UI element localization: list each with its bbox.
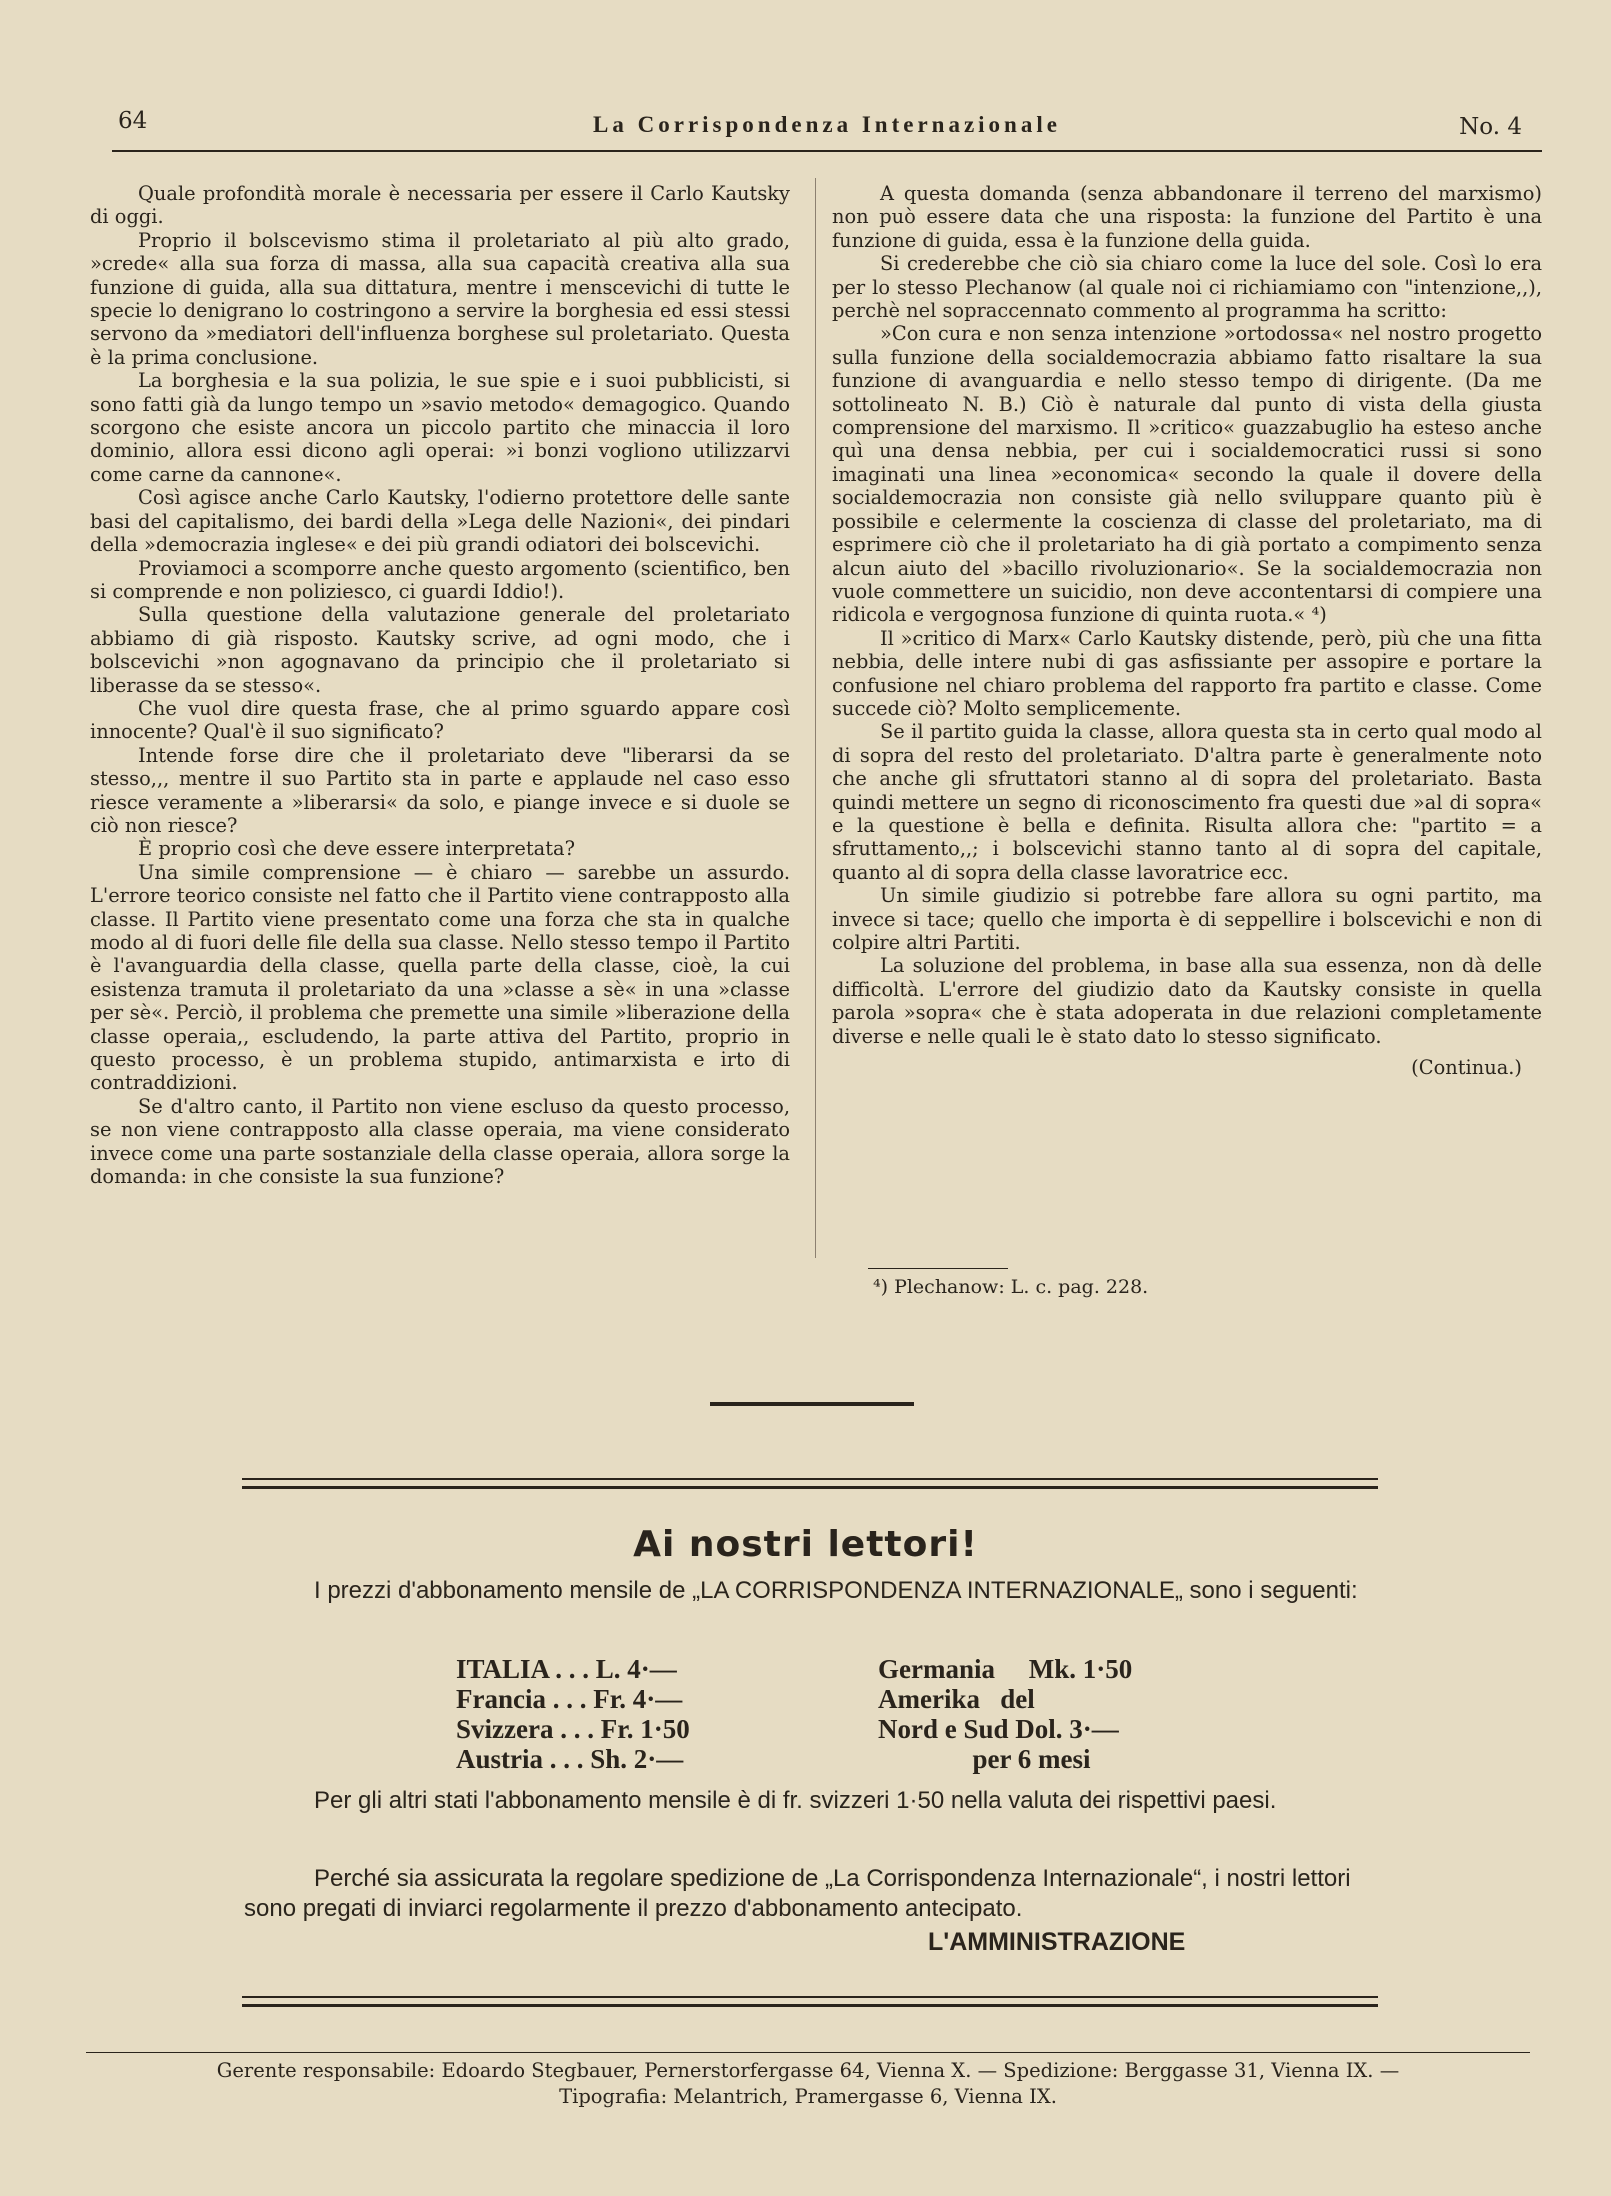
footnote-rule	[868, 1268, 1008, 1269]
paragraph: Intende forse dire che il proletariato deve "liberarsi da se stesso,,, mentre il suo Partito sta in parte e applaude nel caso esso riesce veramente a »liberarsi« da solo, e piange invece e si duole se ciò non riesce?	[90, 743, 790, 837]
page-header	[112, 108, 1542, 148]
price-row: per 6 mesi	[878, 1744, 1091, 1774]
notice-shipping	[244, 1864, 1379, 1924]
other-states-text: Per gli altri stati l'abbonamento mensile è di fr. svizzeri 1·50 nella valuta dei rispettivi paesi.	[314, 1787, 1277, 1814]
notice-bottom-border	[242, 1996, 1378, 2007]
paragraph: Quale profondità morale è necessaria per essere il Carlo Kautsky di oggi.	[90, 182, 790, 229]
price-row: ITALIA . . . L. 4·—	[456, 1654, 677, 1684]
page-number: 64	[118, 108, 148, 134]
paragraph: »Con cura e non senza intenzione »ortodossa« nel nostro progetto sulla funzione della socialdemocrazia abbiamo fatto risaltare la sua funzione di avanguardia e nello stesso tempo di dirigente. (Da me sottolineato N. B.) Ciò è naturale dal punto di vista della giusta comprensione del marxismo. Il »critico« guazzabuglio ha esteso anche quì una densa nebbia, per cui i socialdemocratici russi si sono imaginati una linea »economica« secondo la quale il dovere della socialdemocrazia non consiste già nello sviluppare quanto più è possibile e celermente la coscienza di classe del proletariato, ma di esprimere ciò che il proletariato ha di già portato a compimento senza alcun aiuto del »bacillo rivoluzionario«. Se la socialdemocrazia non vuole commettere un suicidio, non deve accontentarsi di compiere una ridicola e vergognosa funzione di quinta ruota.« ⁴)	[832, 322, 1542, 627]
paragraph: Se d'altro canto, il Partito non viene escluso da questo processo, se non viene contrapposto alla classe operaia, ma viene considerato invece come una parte sostanziale della classe operaia, allora sorge la domanda: in che consiste la sua funzione?	[90, 1094, 790, 1189]
paragraph: La borghesia e la sua polizia, le sue spie e i suoi pubblicisti, si sono fatti già da lungo tempo un »savio metodo« demagogico. Quando scorgono che esiste ancora un piccolo partito che minaccia il loro dominio, allora essi dicono agli operai: »i bonzi vogliono utilizzarvi come carne da cannone«.	[90, 369, 790, 486]
price-row: Germania Mk. 1·50	[878, 1654, 1133, 1684]
paragraph: Proprio il bolscevismo stima il proletariato al più alto grado, »crede« alla sua forza di massa, alla sua capacità creativa alla sua funzione di guida, alla sua dittatura, mentre i menscevichi di tutte le specie lo denigrano lo costringono a servire la borghesia ed essi stessi servono da »mediatori dell'influenza borghese sul proletariato. Questa è la prima conclusione.	[90, 228, 790, 369]
imprint-line: Tipografia: Melantrich, Pramergasse 6, Vienna IX.	[559, 2085, 1057, 2108]
price-row: Nord e Sud Dol. 3·—	[878, 1714, 1119, 1744]
right-column	[832, 182, 1542, 1079]
paragraph: Un simile giudizio si potrebbe fare allora su ogni partito, ma invece si tace; quello che importa è di seppellire i bolscevichi e non di colpire altri Partiti.	[832, 884, 1542, 954]
price-row: Francia . . . Fr. 4·—	[456, 1684, 683, 1714]
notice-title: Ai nostri lettori!	[633, 1524, 978, 1565]
footer-rule	[86, 2052, 1530, 2053]
header-rule	[112, 150, 1542, 152]
shipping-text: Perché sia assicurata la regolare spedizione de „La Corrispondenza Internazionale“, i nostri lettori sono pregati di inviarci regolarmente il prezzo d'abbonamento antecipato.	[244, 1865, 1351, 1922]
issue-number: No. 4	[1459, 114, 1522, 140]
imprint-line: Gerente responsabile: Edoardo Stegbauer, Pernerstorfergasse 64, Vienna X. — Spedizione: Berggasse 31, Vienna IX. —	[216, 2059, 1400, 2082]
paragraph: È proprio così che deve essere interpretata?	[138, 837, 575, 861]
imprint-footer	[86, 2058, 1530, 2110]
price-list-left	[456, 1654, 690, 1774]
section-separator	[710, 1402, 914, 1406]
notice-top-border	[242, 1478, 1378, 1489]
paragraph: A questa domanda (senza abbandonare il terreno del marxismo) non può essere data che una risposta: la funzione del Partito è una funzione di guida, essa è la funzione della guida.	[832, 182, 1542, 252]
price-list-right	[878, 1654, 1132, 1774]
paragraph: La soluzione del problema, in base alla sua essenza, non dà delle difficoltà. L'errore del giudizio dato da Kautsky consiste in quella parola »sopra« che è stata adoperata in due relazioni completamente diverse e nelle quali le è stato dato lo stesso significato.	[832, 954, 1542, 1048]
notice-intro	[244, 1576, 1379, 1606]
price-row: Amerika del	[878, 1684, 1035, 1714]
continued-note: (Continua.)	[1411, 1056, 1522, 1080]
paragraph: Sulla questione della valutazione generale del proletariato abbiamo di già risposto. Kautsky scrive, ad ogni modo, che i bolscevichi »non agognavano da principio che il proletariato si liberasse da se stesso«.	[90, 603, 790, 697]
publication-title: La Corrispondenza Internazionale	[593, 112, 1061, 137]
notice-signature: L'AMMINISTRAZIONE	[928, 1928, 1186, 1956]
left-column	[90, 182, 790, 1188]
paragraph: Che vuol dire questa frase, che al primo sguardo appare così innocente? Qual'è il suo significato?	[90, 696, 790, 744]
notice-intro-text: I prezzi d'abbonamento mensile de „LA CORRISPONDENZA INTERNAZIONALE„ sono i seguenti:	[314, 1577, 1358, 1604]
column-divider	[815, 178, 816, 1258]
notice-other-states	[244, 1786, 1379, 1816]
paragraph: Proviamoci a scomporre anche questo argomento (scientifico, ben si comprende e non poliziesco, ci guardi Iddio!).	[90, 556, 790, 603]
paragraph: Si crederebbe che ciò sia chiaro come la luce del sole. Così lo era per lo stesso Plechanow (al quale noi ci richiamiamo con "intenzione,,), perchè nel sopraccennato commento al programma ha scritto:	[832, 252, 1542, 323]
paragraph: Una simile comprensione — è chiaro — sarebbe un assurdo. L'errore teorico consiste nel fatto che il Partito viene contrapposto alla classe. Il Partito viene presentato come una forza che sta in qualche modo al di fuori delle file della sua classe. Nello stesso tempo il Partito è l'avanguardia della classe, quella parte della classe, cioè, la cui esistenza tramuta il proletariato da una »classe a sè« in una »classe per sè«. Perciò, il problema che premette una simile »liberazione della classe operaia,, escludendo, la parte attiva del Partito, proprio in questo processo, è un problema stupido, antimarxista e irto di contraddizioni.	[90, 860, 790, 1095]
price-row: Svizzera . . . Fr. 1·50	[456, 1714, 690, 1744]
footnote: ⁴) Plechanow: L. c. pag. 228.	[873, 1276, 1149, 1298]
paragraph: Così agisce anche Carlo Kautsky, l'odierno protettore delle sante basi del capitalismo, dei bardi della »Lega delle Nazioni«, dei pindari della »democrazia inglese« e dei più grandi odiatori dei bolscevichi.	[90, 486, 790, 557]
paragraph: Se il partito guida la classe, allora questa sta in certo qual modo al di sopra del resto del proletariato. D'altra parte è generalmente noto che anche gli sfruttatori stanno al di sopra del proletariato. Basta quindi mettere un segno di riconoscimento fra questi due »al di sopra« e la questione è bella e definita. Risulta allora che: "partito = a sfruttamento,,; i bolscevichi stanno tanto al di sopra del capitale, quanto al di sopra della classe lavoratrice ecc.	[832, 720, 1542, 884]
paragraph: Il »critico di Marx« Carlo Kautsky distende, però, più che una fitta nebbia, delle intere nubi di gas asfissiante per assopire e portare la confusione nel chiaro problema del rapporto fra partito e classe. Come succede ciò? Molto semplicemente.	[832, 626, 1542, 720]
price-row: Austria . . . Sh. 2·—	[456, 1744, 684, 1774]
